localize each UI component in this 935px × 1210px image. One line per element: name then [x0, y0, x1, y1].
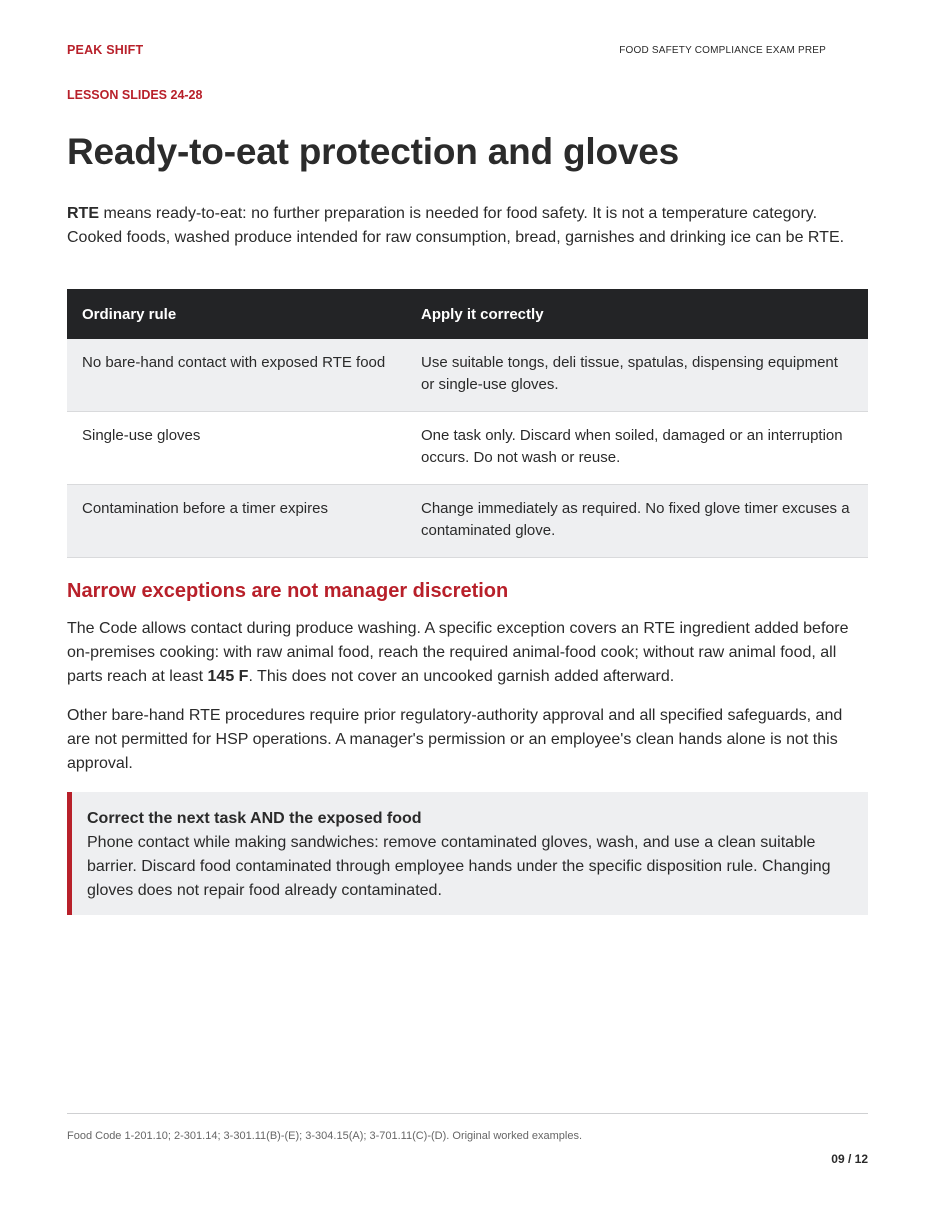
exceptions-paragraph [67, 617, 868, 689]
section-heading: Narrow exceptions are not manager discretion [67, 580, 509, 602]
lesson-kicker: LESSON SLIDES 24-28 [67, 88, 203, 102]
p1-text-before: The Code allows contact during produce washing. A specific exception covers an RTE ingredient added before on-premises cooking: with raw animal food, reach the required animal-food cook; without raw animal food, all parts reach at least [67, 620, 849, 685]
table-row [67, 339, 868, 412]
document-title: FOOD SAFETY COMPLIANCE EXAM PREP [619, 45, 826, 56]
brand-name: PEAK SHIFT [67, 43, 144, 57]
apply-cell: Use suitable tongs, deli tissue, spatulas, dispensing equipment or single-use gloves. [406, 339, 868, 412]
rule-cell: No bare-hand contact with exposed RTE food [67, 339, 406, 412]
rule-cell: Single-use gloves [67, 412, 406, 485]
intro-term: RTE [67, 205, 99, 222]
table-header-row [67, 289, 868, 339]
footer-divider [67, 1113, 868, 1114]
column-header-rule: Ordinary rule [67, 289, 406, 339]
intro-text: means ready-to-eat: no further preparation is needed for food safety. It is not a temperature category. Cooked foods, washed produce intended for raw consumption, bread, garnishes and drinking ice can be RTE. [67, 205, 845, 246]
footer-sources: Food Code 1-201.10; 2-301.14; 3-301.11(B)-(E); 3-304.15(A); 3-701.11(C)-(D). Original worked examples. [67, 1130, 583, 1142]
table-row [67, 412, 868, 485]
callout-box [67, 792, 868, 915]
rule-cell: Contamination before a timer expires [67, 485, 406, 558]
table-row [67, 485, 868, 558]
approval-paragraph: Other bare-hand RTE procedures require prior regulatory-authority approval and all specified safeguards, and are not permitted for HSP operations. A manager's permission or an employee's clean hands alone is not this approval. [67, 707, 843, 772]
rules-table [67, 289, 868, 558]
callout-body: Phone contact while making sandwiches: remove contaminated gloves, wash, and use a clean suitable barrier. Discard food contaminated through employee hands under the specific disposition rule. Changing gloves does not repair food already contaminated. [87, 834, 831, 899]
intro-paragraph [67, 202, 868, 250]
p1-temperature: 145 F [207, 668, 249, 685]
page-number: 09 / 12 [831, 1152, 868, 1166]
p1-text-after: . This does not cover an uncooked garnish added afterward. [248, 668, 675, 685]
apply-cell: One task only. Discard when soiled, damaged or an interruption occurs. Do not wash or reuse. [406, 412, 868, 485]
callout-title: Correct the next task AND the exposed food [87, 810, 422, 827]
column-header-apply: Apply it correctly [406, 289, 868, 339]
page [67, 0, 868, 1210]
apply-cell: Change immediately as required. No fixed glove timer excuses a contaminated glove. [406, 485, 868, 558]
page-title: Ready-to-eat protection and gloves [67, 131, 680, 172]
